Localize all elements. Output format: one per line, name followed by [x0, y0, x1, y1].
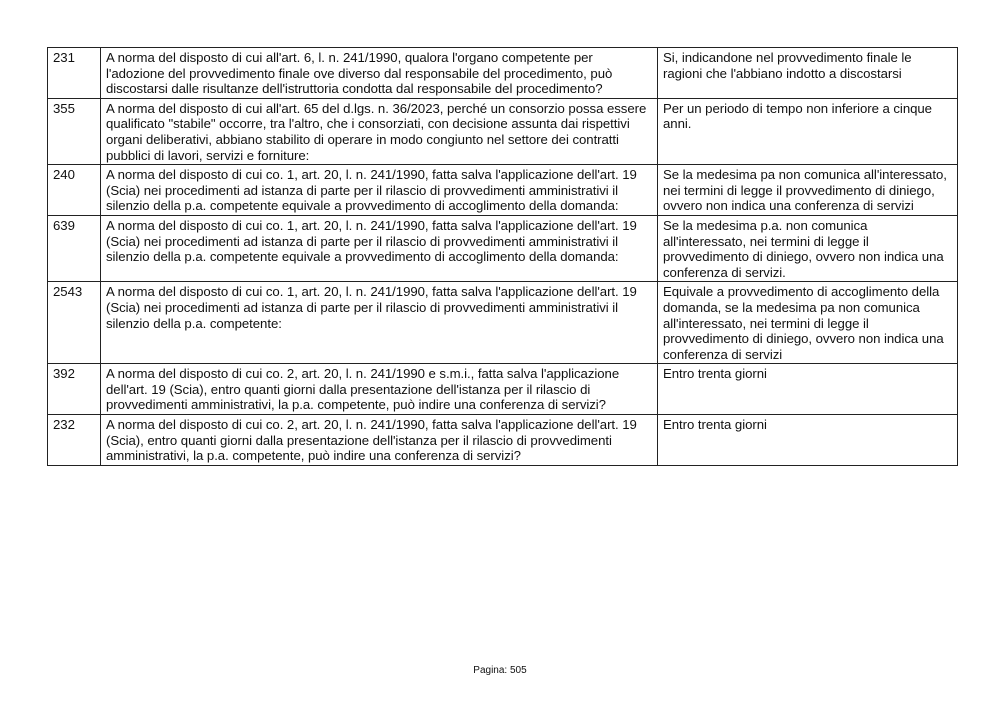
table-row — [48, 282, 958, 364]
page-number: Pagina: 505 — [473, 665, 527, 676]
question-id: 639 — [48, 215, 101, 281]
question-id: 392 — [48, 364, 101, 415]
table-row — [48, 165, 958, 216]
qa-table — [47, 47, 958, 466]
table-row — [48, 48, 958, 99]
answer-text: Equivale a provvedimento di accoglimento della domanda, se la medesima pa non comunica all'interessato, nei termini di legge il provvedimento di diniego, ovvero non indica una conferenza di servizi — [658, 282, 958, 364]
answer-text: Se la medesima pa non comunica all'interessato, nei termini di legge il provvedimento di diniego, ovvero non indica una conferenza di servizi — [658, 165, 958, 216]
question-id: 240 — [48, 165, 101, 216]
question-text: A norma del disposto di cui co. 1, art. 20, l. n. 241/1990, fatta salva l'applicazione dell'art. 19 (Scia) nei procedimenti ad istanza di parte per il rilascio di provvedimenti amministrativi il silenzio della p.a. competente: — [101, 282, 658, 364]
question-id: 232 — [48, 415, 101, 466]
question-id: 2543 — [48, 282, 101, 364]
answer-text: Entro trenta giorni — [658, 415, 958, 466]
table-row — [48, 98, 958, 164]
question-text: A norma del disposto di cui co. 2, art. 20, l. n. 241/1990 e s.m.i., fatta salva l'applicazione dell'art. 19 (Scia), entro quanti giorni dalla presentazione dell'istanza per il rilascio di provvedimenti amministrativi, la p.a. competente, può indire una conferenza di servizi? — [101, 364, 658, 415]
question-text: A norma del disposto di cui all'art. 6, l. n. 241/1990, qualora l'organo competente per l'adozione del provvedimento finale ove diverso dal responsabile del procedimento, può discostarsi dalle risultanze dell'istruttoria condotta dal responsabile del procedimento? — [101, 48, 658, 99]
question-text: A norma del disposto di cui co. 1, art. 20, l. n. 241/1990, fatta salva l'applicazione dell'art. 19 (Scia) nei procedimenti ad istanza di parte per il rilascio di provvedimenti amministrativi il silenzio della p.a. competente equivale a provvedimento di accoglimento della domanda: — [101, 165, 658, 216]
table-row — [48, 364, 958, 415]
answer-text: Per un periodo di tempo non inferiore a cinque anni. — [658, 98, 958, 164]
answer-text: Entro trenta giorni — [658, 364, 958, 415]
question-id: 231 — [48, 48, 101, 99]
table-row — [48, 215, 958, 281]
table-row — [48, 415, 958, 466]
question-text: A norma del disposto di cui co. 2, art. 20, l. n. 241/1990, fatta salva l'applicazione dell'art. 19 (Scia), entro quanti giorni dalla presentazione dell'istanza per il rilascio di provvedimenti amministrativi, la p.a. competente, può indire una conferenza di servizi? — [101, 415, 658, 466]
question-text: A norma del disposto di cui co. 1, art. 20, l. n. 241/1990, fatta salva l'applicazione dell'art. 19 (Scia) nei procedimenti ad istanza di parte per il rilascio di provvedimenti amministrativi il silenzio della p.a. competente equivale a provvedimento di accoglimento della domanda: — [101, 215, 658, 281]
question-id: 355 — [48, 98, 101, 164]
answer-text: Si, indicandone nel provvedimento finale le ragioni che l'abbiano indotto a discostarsi — [658, 48, 958, 99]
question-text: A norma del disposto di cui all'art. 65 del d.lgs. n. 36/2023, perché un consorzio possa essere qualificato "stabile" occorre, tra l'altro, che i consorziati, con decisione assunta dai rispettivi organi deliberativi, abbiano stabilito di operare in modo congiunto nel settore dei contratti pubblici di lavori, servizi e forniture: — [101, 98, 658, 164]
answer-text: Se la medesima p.a. non comunica all'interessato, nei termini di legge il provvedimento di diniego, ovvero non indica una conferenza di servizi. — [658, 215, 958, 281]
